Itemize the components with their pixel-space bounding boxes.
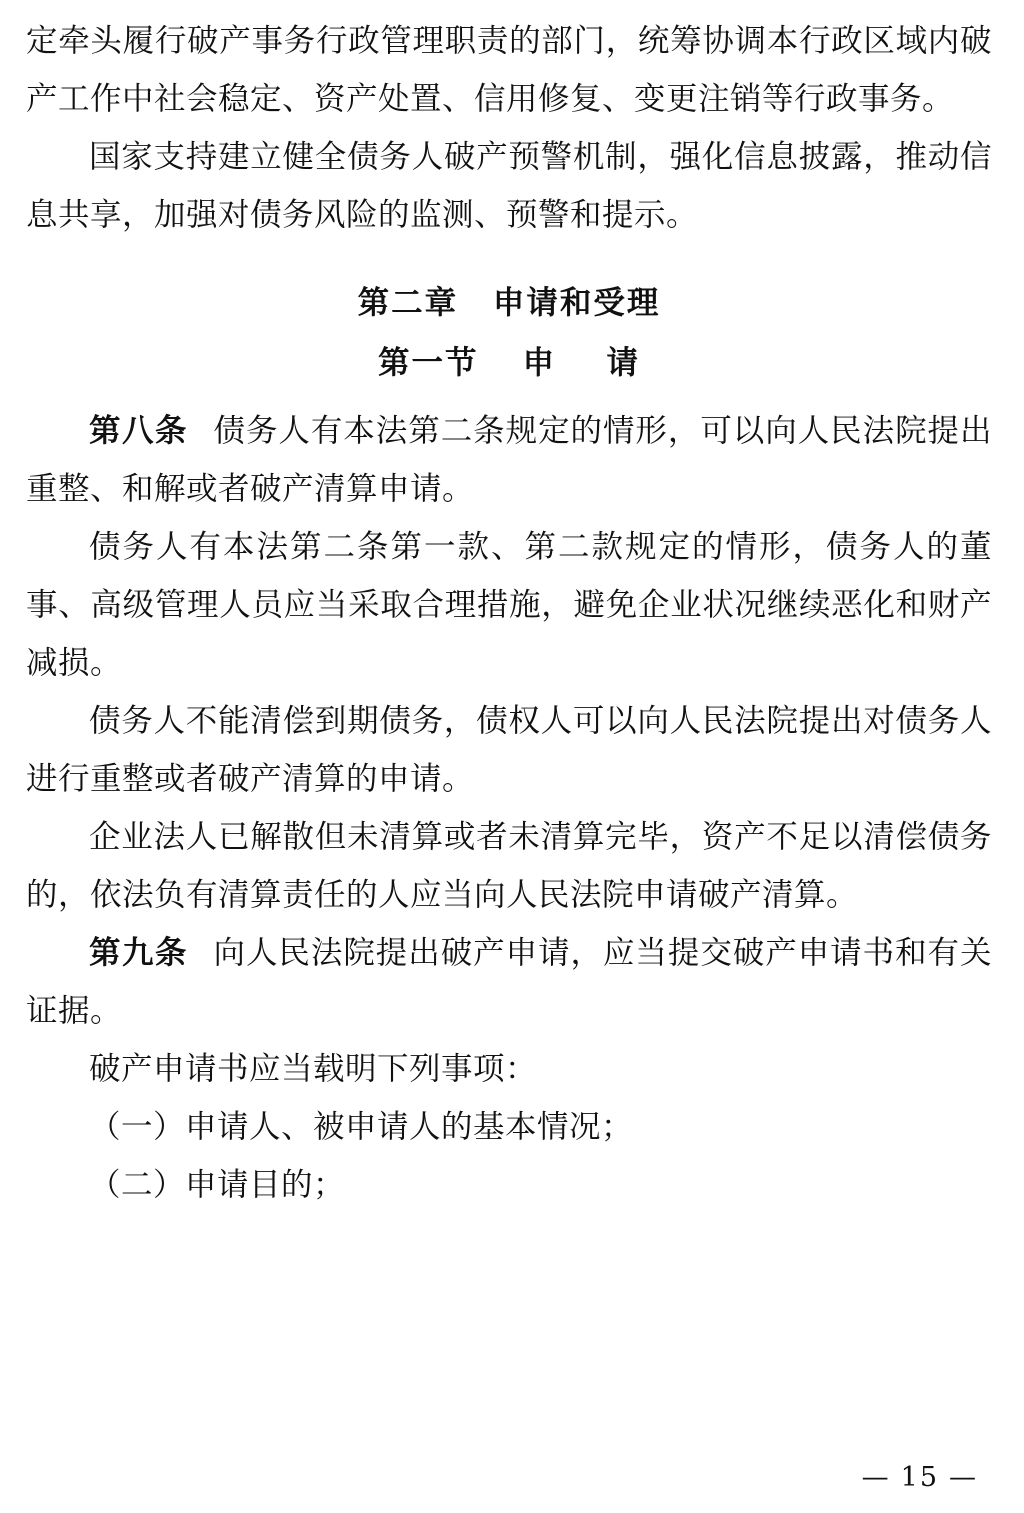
article-9-item-2: （二）申请目的； [89, 1167, 346, 1203]
section-name-char-1: 申 [522, 344, 557, 381]
article-8-number: 第八条 [89, 412, 188, 449]
paragraph-continued-duties: 定牵头履行破产事务行政管理职责的部门，统筹协调本行政区域内破产工作中社会稳定、资产处置、信用修复、变更注销等行政事务。 [26, 23, 992, 117]
article-8-opening [26, 402, 992, 518]
paragraph-warning-mechanism: 国家支持建立健全债务人破产预警机制，强化信息披露，推动信息共享，加强对债务风险的监测、预警和提示。 [26, 139, 992, 233]
page-footer [0, 1461, 988, 1495]
article-8-text: 债务人有本法第二条规定的情形，可以向人民法院提出重整、和解或者破产清算申请。 [26, 413, 992, 507]
footer-dash-left: — [861, 1462, 891, 1493]
article-9-number: 第九条 [89, 934, 188, 971]
article-9-opening [26, 924, 992, 1040]
section-label: 第一节 [377, 344, 479, 381]
section-title [26, 334, 992, 392]
article-8-paragraph-4: 企业法人已解散但未清算或者未清算完毕，资产不足以清偿债务的，依法负有清算责任的人应当向人民法院申请破产清算。 [26, 819, 992, 913]
section-name-char-2: 请 [606, 344, 641, 381]
article-8-paragraph-2: 债务人有本法第二条第一款、第二款规定的情形，债务人的董事、高级管理人员应当采取合理措施，避免企业状况继续恶化和财产减损。 [26, 529, 992, 681]
page-number: 15 [900, 1462, 939, 1493]
article-8-paragraph-3: 债务人不能清偿到期债务，债权人可以向人民法院提出对债务人进行重整或者破产清算的申请。 [26, 703, 992, 797]
chapter-name: 申请和受理 [492, 284, 661, 321]
article-9-paragraph-2: 破产申请书应当载明下列事项： [89, 1051, 538, 1087]
chapter-title [26, 274, 992, 332]
footer-dash-right: — [949, 1462, 978, 1493]
article-9-item-1: （一）申请人、被申请人的基本情况； [89, 1109, 634, 1145]
chapter-label: 第二章 [357, 284, 459, 321]
document-body [26, 12, 992, 1214]
article-9-text: 向人民法院提出破产申请，应当提交破产申请书和有关证据。 [26, 935, 992, 1029]
